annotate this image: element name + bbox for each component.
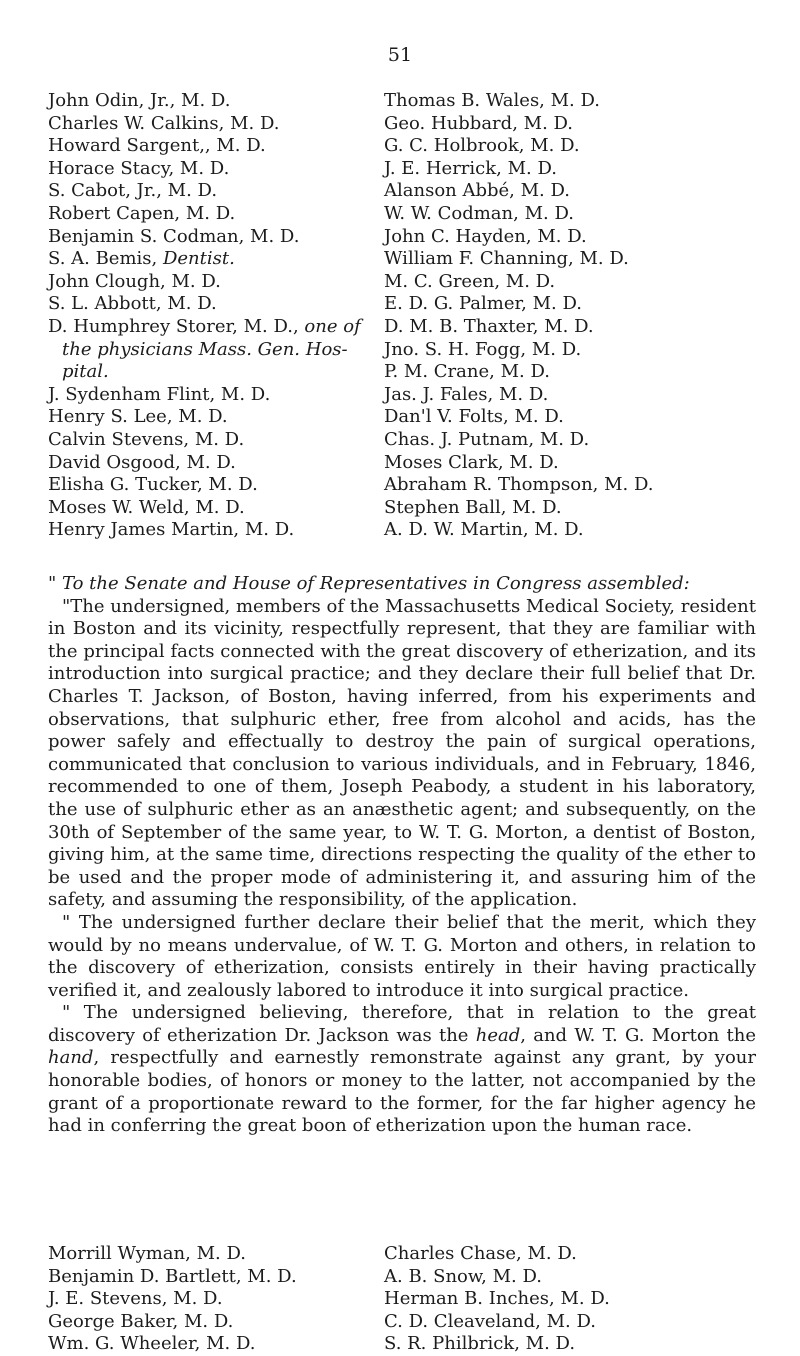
signature-list-bottom-left [48, 1243, 297, 1356]
signature: Morrill Wyman, M. D. [48, 1243, 246, 1264]
signature: Jas. J. Fales, M. D. [384, 383, 549, 405]
signature: Calvin Stevens, M. D. [48, 428, 245, 450]
signature-list-bottom-right [384, 1243, 610, 1356]
signature: E. D. G. Palmer, M. D. [384, 293, 582, 315]
signature: Moses W. Weld, M. D. [48, 496, 245, 518]
paragraph-text: , respectfully and earnestly remonstrate against any grant, by your honorable bodies, of honors or money to the latter, not accompanied by the grant of a proportionate reward to the former, for the far higher agency he had in conferring the great boon of etherization upon the human race. [48, 1047, 756, 1137]
signature: Charles Chase, M. D. [384, 1243, 577, 1264]
emphasis-hand: hand [48, 1047, 94, 1069]
signature: G. C. Holbrook, M. D. [384, 135, 580, 157]
signature: Geo. Hubbard, M. D. [384, 112, 574, 134]
signature-storer [48, 315, 361, 339]
signature: J. E. Herrick, M. D. [384, 157, 557, 179]
paragraph-text: " The undersigned believing, therefore, that in relation to the great discovery of etherization Dr. Jackson was the [48, 1002, 756, 1046]
signature: J. E. Stevens, M. D. [48, 1288, 223, 1310]
signature: John C. Hayden, M. D. [384, 225, 587, 247]
signature-name: S. A. Bemis, [48, 248, 163, 270]
signature: Jno. S. H. Fogg, M. D. [384, 338, 582, 360]
signature-name: D. Humphrey Storer, M. D., [48, 315, 305, 337]
signature: David Osgood, M. D. [48, 451, 236, 473]
signature-role: Dentist. [162, 248, 235, 270]
signature-role-line [48, 338, 348, 362]
signature: Herman B. Inches, M. D. [384, 1288, 610, 1310]
signature: Henry S. Lee, M. D. [48, 406, 228, 428]
petition-text [48, 573, 756, 1138]
page-number: 51 [387, 44, 413, 66]
signature: S. L. Abbott, M. D. [48, 293, 217, 315]
signature: D. M. B. Thaxter, M. D. [384, 315, 594, 337]
signature: John Clough, M. D. [48, 270, 221, 292]
signature: Charles W. Calkins, M. D. [48, 112, 280, 134]
signature: J. Sydenham Flint, M. D. [48, 383, 271, 405]
signature: W. W. Codman, M. D. [384, 202, 574, 224]
signature: Thomas B. Wales, M. D. [384, 90, 601, 111]
signature: P. M. Crane, M. D. [384, 361, 550, 383]
signature: John Odin, Jr., M. D. [48, 90, 231, 111]
signature: Benjamin S. Codman, M. D. [48, 225, 300, 247]
signature-bemis [48, 248, 334, 271]
signature: Dan'l V. Folts, M. D. [384, 406, 564, 428]
signature: Alanson Abbé, M. D. [384, 180, 570, 202]
paragraph-text: , and W. T. G. Morton the [520, 1024, 757, 1046]
signature-role: the physicians Mass. Gen. Hos- [62, 338, 348, 360]
signature: Abraham R. Thompson, M. D. [384, 474, 654, 496]
signature-list-top-left [48, 90, 361, 542]
signature: Horace Stacy, M. D. [48, 157, 230, 179]
petition-paragraph [48, 1002, 756, 1138]
signature: Chas. J. Putnam, M. D. [384, 428, 590, 450]
signature: C. D. Cleaveland, M. D. [384, 1310, 596, 1332]
signature: Moses Clark, M. D. [384, 451, 559, 473]
signature: Wm. G. Wheeler, M. D. [48, 1333, 256, 1355]
signature: Howard Sargent,, M. D. [48, 135, 266, 157]
signature-role: pital. [62, 361, 109, 383]
signature-list-top-right [384, 90, 654, 542]
signature: Stephen Ball, M. D. [384, 496, 562, 518]
signature: Robert Capen, M. D. [48, 202, 236, 224]
signature: Henry James Martin, M. D. [48, 519, 295, 541]
signature-role-line [48, 361, 334, 384]
signature: S. Cabot, Jr., M. D. [48, 180, 218, 202]
signature: Benjamin D. Bartlett, M. D. [48, 1265, 297, 1287]
signature: George Baker, M. D. [48, 1310, 234, 1332]
signature: William F. Channing, M. D. [384, 248, 629, 270]
signature-role: one of [304, 315, 361, 337]
petition-paragraph: " The undersigned further declare their belief that the merit, which they would by no means undervalue, of W. T. G. Morton and others, in relation to the discovery of etherization, consists entirely in their having practically verified it, and zealously labored to introduce it into surgical practice. [48, 911, 756, 1001]
signature: A. B. Snow, M. D. [384, 1265, 542, 1287]
signature: A. D. W. Martin, M. D. [384, 519, 584, 541]
petition-paragraph: "The undersigned, members of the Massachusetts Medical Society, resident in Boston and its vicinity, respectfully represent, that they are familiar with the principal facts connected with the great discovery of etherization, and its introduction into surgical practice; and they declare their full belief that Dr. Charles T. Jackson, of Boston, having inferred, from his experiments and observations, that sulphuric ether, free from alcohol and acids, has the power safely and effectually to destroy the pain of surgical operations, communicated that conclusion to various individuals, and in February, 1846, recommended to one of them, Joseph Peabody, a student in his laboratory, the use of sulphuric ether as an anæsthetic agent; and subsequently, on the 30th of September of the same year, to W. T. G. Morton, a dentist of Boston, giving him, at the same time, directions respecting the quality of the ether to be used and the proper mode of administering it, and assuring him of the safety, and assuming the responsibility, of the application. [48, 595, 756, 911]
emphasis-head: head [475, 1024, 521, 1046]
signature: Elisha G. Tucker, M. D. [48, 474, 258, 496]
signature: M. C. Green, M. D. [384, 270, 556, 292]
petition-heading: " To the Senate and House of Representatives in Congress assembled: [48, 573, 690, 594]
signature: S. R. Philbrick, M. D. [384, 1333, 576, 1355]
